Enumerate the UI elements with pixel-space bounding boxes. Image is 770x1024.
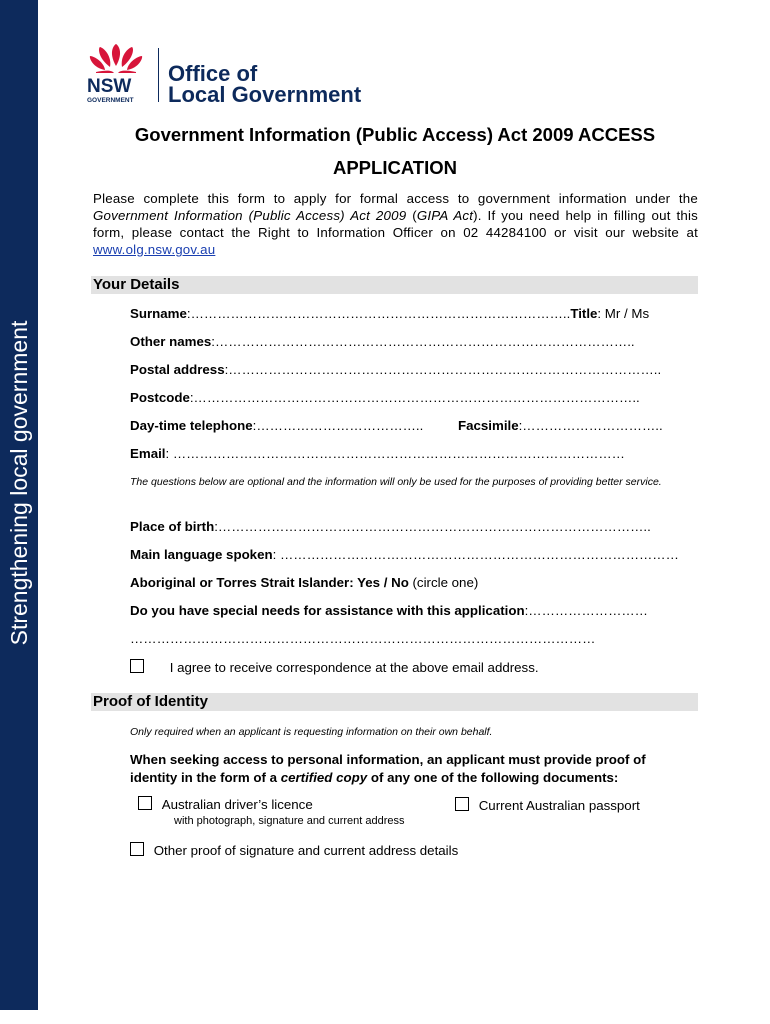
agree-email-checkbox[interactable] [130,659,144,673]
waratah-icon [84,42,166,106]
licence-option: Australian driver’s licence [138,796,313,812]
facsimile-field[interactable]: Facsimile:………………………….. [458,418,663,433]
svg-text:NSW: NSW [87,76,132,97]
proof-paragraph: When seeking access to personal information, an applicant must provide proof of identity in the form of a certified copy of any one of the following documents: [130,752,646,785]
main-language-field[interactable]: Main language spoken: ……………………………………………………………………………… [130,547,679,562]
website-link[interactable]: www.olg.nsw.gov.au [93,242,216,257]
intro-paragraph: Please complete this form to apply for formal access to government information under the Government Information (Public Access) Act 2009 (GIPA Act). If you need help in filling out this form, please contact the Right to Information Officer on 02 44284100 or visit our website at www.olg.nsw.gov.au [93,191,698,257]
special-needs-field[interactable]: Do you have special needs for assistance with this application:……………………… [130,603,648,618]
postal-address-field[interactable]: Postal address:…………………………………………………………………………………….. [130,362,662,377]
surname-field[interactable]: Surname:…………………………………………………………………………..Title: Mr / Ms [130,306,650,321]
passport-checkbox[interactable] [455,797,469,811]
postcode-field[interactable]: Postcode:……………………………………………………………………………………….. [130,390,640,405]
special-needs-continued[interactable]: …………………………………………………………………………………………… [130,631,596,646]
optional-note: The questions below are optional and the information will only be used for the purposes of providing better service. [130,476,662,488]
other-proof-checkbox[interactable] [130,842,144,856]
place-of-birth-field[interactable]: Place of birth:…………………………………………………………………………………….. [130,519,651,534]
licence-checkbox[interactable] [138,796,152,810]
proof-note: Only required when an applicant is requesting information on their own behalf. [130,726,493,738]
page-title-line2: APPLICATION [332,157,458,178]
your-details-heading: Your Details [91,276,698,294]
sidebar-banner [0,0,38,1010]
aboriginal-question[interactable]: Aboriginal or Torres Strait Islander: Yes / No (circle one) [130,575,479,590]
proof-of-identity-heading: Proof of Identity [91,693,698,711]
licence-sub: with photograph, signature and current address [174,815,405,827]
svg-text:GOVERNMENT: GOVERNMENT [87,97,134,104]
sidebar-slogan: Strengthening local government [6,320,32,646]
email-field[interactable]: Email: ………………………………………………………………………………………… [130,446,625,461]
logo-divider [158,48,159,102]
agree-email-row: I agree to receive correspondence at the above email address. [130,659,539,675]
page-title: Government Information (Public Access) Act 2009 ACCESS [134,124,656,145]
passport-option: Current Australian passport [455,797,640,813]
office-title: Office of Local Government [168,61,362,107]
other-proof-option: Other proof of signature and current address details [130,842,458,858]
daytime-telephone-field[interactable]: Day-time telephone:……………………………….. [130,418,424,433]
other-names-field[interactable]: Other names:………………………………………………………………………………….. [130,334,635,349]
